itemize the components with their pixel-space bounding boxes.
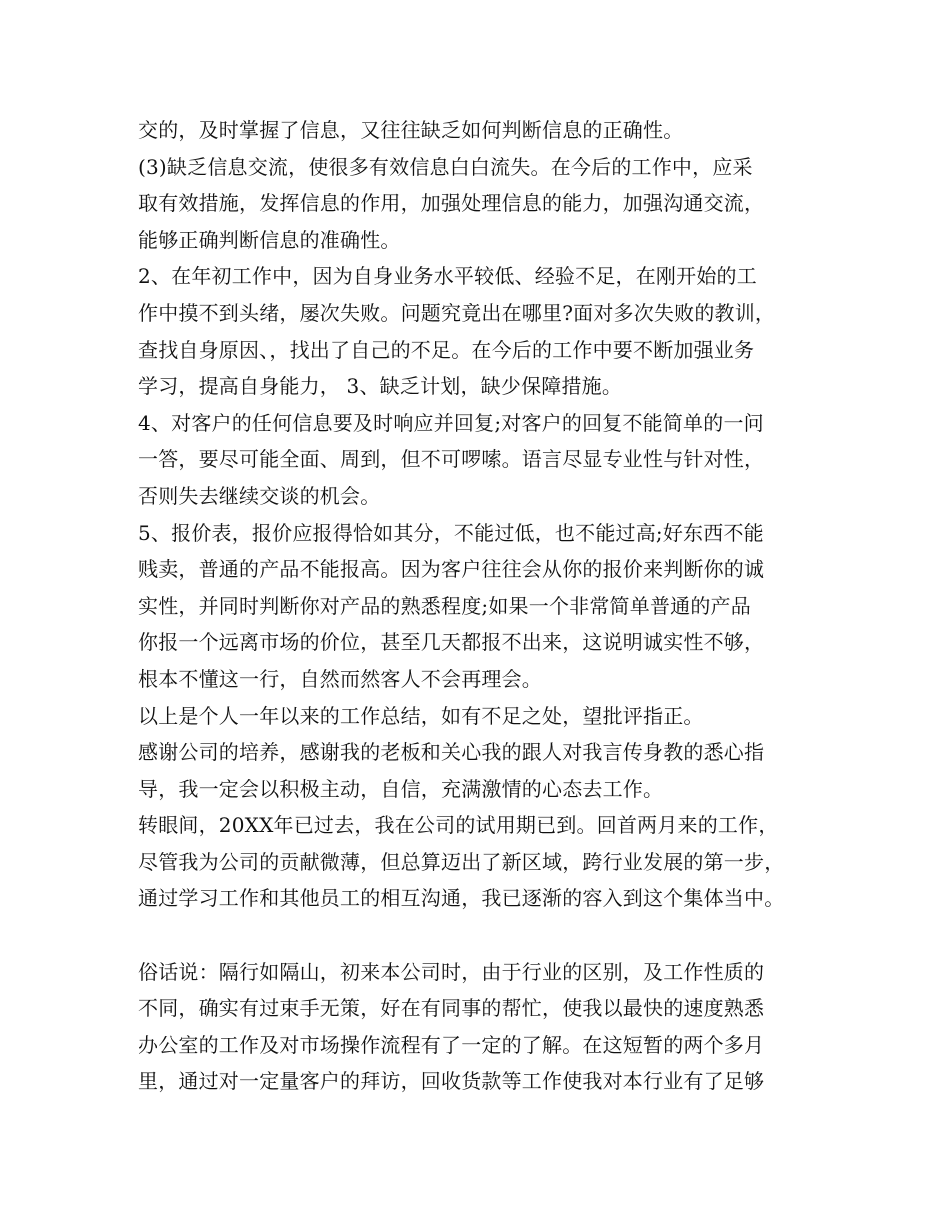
text-line: 贱卖，普通的产品不能报高。因为客户往往会从你的报价来判断你的诚 xyxy=(138,557,765,582)
text-line: 转眼间，20XX年已过去，我在公司的试用期已到。回首两月来的工作， xyxy=(138,813,779,838)
text-line: 尽管我为公司的贡献微薄，但总算迈出了新区域，跨行业发展的第一步， xyxy=(138,849,785,874)
text-line: 作中摸不到头绪，屡次失败。问题究竟出在哪里?面对多次失败的教训， xyxy=(138,300,776,325)
text-line: 通过学习工作和其他员工的相互沟通，我已逐渐的容入到这个集体当中。 xyxy=(138,886,785,911)
text-line: 查找自身原因、，找出了自己的不足。在今后的工作中要不断加强业务 xyxy=(138,337,755,362)
text-line: 学习，提高自身能力， 3、缺乏计划，缺少保障措施。 xyxy=(138,374,623,399)
text-line: 5、报价表，报价应报得恰如其分，不能过低，也不能过高;好东西不能 xyxy=(138,520,764,545)
text-line: 办公室的工作及对市场操作流程有了一定的了解。在这短暂的两个多月 xyxy=(138,1032,765,1057)
text-line: 根本不懂这一行，自然而然客人不会再理会。 xyxy=(138,666,542,691)
text-line: 里，通过对一定量客户的拜访，回收货款等工作使我对本行业有了足够 xyxy=(138,1069,765,1094)
text-line: 否则失去继续交谈的机会。 xyxy=(138,483,381,508)
text-line: 2、在年初工作中，因为自身业务水平较低、经验不足，在刚开始的工 xyxy=(138,264,757,289)
text-line: 不同，确实有过束手无策，好在有同事的帮忙，使我以最快的速度熟悉 xyxy=(138,996,765,1021)
text-line: 感谢公司的培养，感谢我的老板和关心我的跟人对我言传身教的悉心指 xyxy=(138,740,765,765)
text-line: 一答，要尽可能全面、周到，但不可啰嗦。语言尽显专业性与针对性， xyxy=(138,447,765,472)
paragraph-gap xyxy=(138,917,828,954)
text-line: 取有效措施，发挥信息的作用，加强处理信息的能力，加强沟通交流， xyxy=(138,191,765,216)
text-line: 导，我一定会以积极主动，自信，充满激情的心态去工作。 xyxy=(138,776,664,801)
text-line: 以上是个人一年以来的工作总结，如有不足之处，望批评指正。 xyxy=(138,703,704,728)
text-line: (3)缺乏信息交流，使很多有效信息白白流失。在今后的工作中，应采 xyxy=(138,154,753,179)
text-line: 能够正确判断信息的准确性。 xyxy=(138,227,401,252)
text-line: 交的，及时掌握了信息，又往往缺乏如何判断信息的正确性。 xyxy=(138,118,684,142)
document-body xyxy=(138,112,828,1100)
text-line: 4、对客户的任何信息要及时响应并回复;对客户的回复不能简单的一问 xyxy=(138,410,764,435)
text-line: 你报一个远离市场的价位，甚至几天都报不出来，这说明诚实性不够， xyxy=(138,630,765,655)
text-line: 俗话说：隔行如隔山，初来本公司时，由于行业的区别，及工作性质的 xyxy=(138,959,765,984)
text-line: 实性，并同时判断你对产品的熟悉程度;如果一个非常简单普通的产品 xyxy=(138,593,751,618)
